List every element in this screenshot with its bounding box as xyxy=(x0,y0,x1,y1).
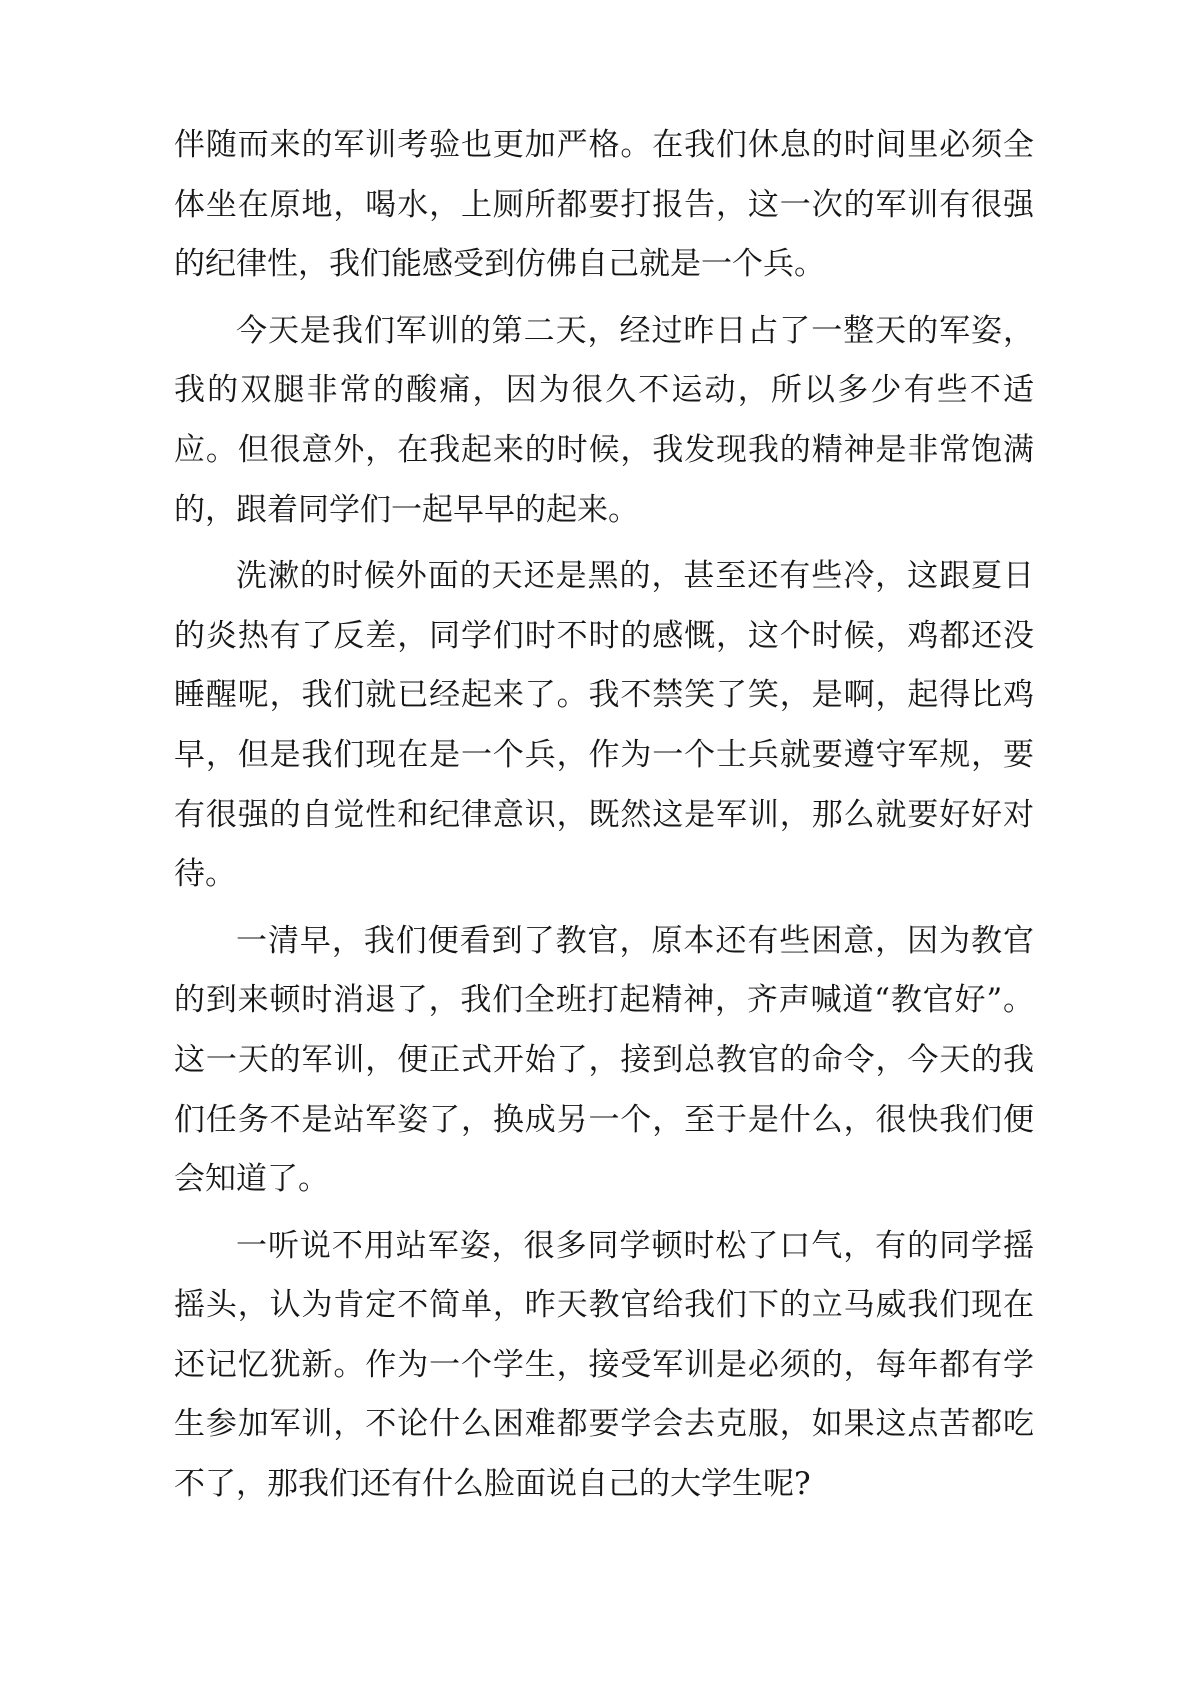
paragraph-2: 今天是我们军训的第二天，经过昨日占了一整天的军姿，我的双腿非常的酸痛，因为很久不运动，所以多少有些不适应。但很意外，在我起来的时候，我发现我的精神是非常饱满的，跟着同学们一起早早的起来。 xyxy=(174,312,1034,528)
paragraph-3: 洗漱的时候外面的天还是黑的，甚至还有些冷，这跟夏日的炎热有了反差，同学们时不时的感慨，这个时候，鸡都还没睡醒呢，我们就已经起来了。我不禁笑了笑，是啊，起得比鸡早，但是我们现在是一个兵，作为一个士兵就要遵守军规，要有很强的自觉性和纪律意识，既然这是军训，那么就要好好对待。 xyxy=(174,558,1034,893)
document-body xyxy=(174,116,1034,1522)
paragraph-5: 一听说不用站军姿，很多同学顿时松了口气，有的同学摇摇头，认为肯定不简单，昨天教官给我们下的立马威我们现在还记忆犹新。作为一个学生，接受军训是必须的，每年都有学生参加军训，不论什么困难都要学会去克服，如果这点苦都吃不了，那我们还有什么脸面说自己的大学生呢? xyxy=(174,1227,1034,1503)
paragraph-4: 一清早，我们便看到了教官，原本还有些困意，因为教官的到来顿时消退了，我们全班打起精神，齐声喊道“教官好”。这一天的军训，便正式开始了，接到总教官的命令，今天的我们任务不是站军姿了，换成另一个，至于是什么，很快我们便会知道了。 xyxy=(174,922,1034,1198)
paragraph-1: 伴随而来的军训考验也更加严格。在我们休息的时间里必须全体坐在原地，喝水，上厕所都要打报告，这一次的军训有很强的纪律性，我们能感受到仿佛自己就是一个兵。 xyxy=(174,127,1034,283)
